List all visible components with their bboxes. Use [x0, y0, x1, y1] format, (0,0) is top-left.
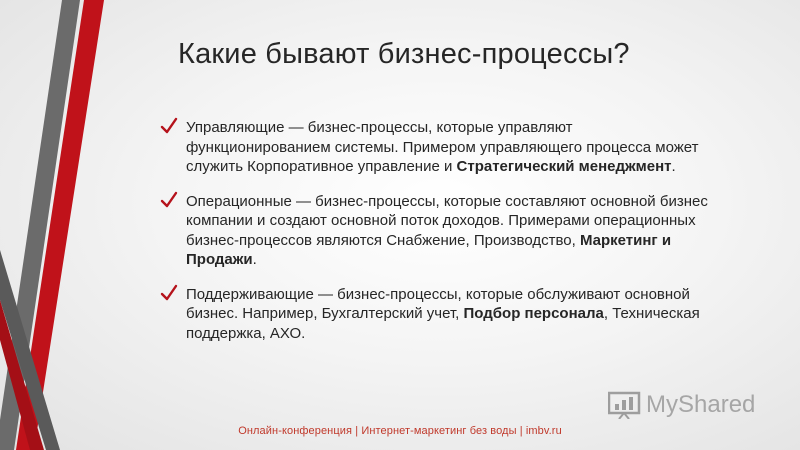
bullet-text: Операционные — бизнес-процессы, которые составляют основной бизнес компании и создают основной поток доходов. Примерами операционных бизнес-процессов являются Снабжение, Производство, — [186, 192, 708, 249]
checkmark-icon — [160, 191, 178, 209]
bullet-bold-text: Стратегический менеджмент — [456, 158, 672, 175]
bullet-text: . — [671, 158, 676, 175]
bullet-bold-text: Подбор персонала — [463, 305, 604, 322]
bullet-item-supporting — [160, 285, 720, 344]
decorative-stripes — [0, 0, 110, 450]
slide-title: Какие бывают бизнес-процессы? — [178, 38, 630, 70]
checkmark-icon — [160, 284, 178, 302]
bullet-text: Поддерживающие — бизнес-процессы, которые обслуживают основной бизнес. Например, Бухгалтерский учет, — [186, 285, 690, 322]
watermark — [606, 387, 766, 421]
slide-footer: Онлайн-конференция | Интернет-маркетинг без воды | imbv.ru — [238, 425, 562, 437]
myshared-logo-icon — [608, 391, 642, 419]
bullet-bold-text: Маркетинг и Продажи — [186, 231, 672, 268]
bullet-text: , Техническая поддержка, АХО. — [186, 305, 700, 342]
bullet-item-operational — [160, 192, 720, 270]
checkmark-icon — [160, 117, 178, 135]
bullet-text: . — [252, 251, 257, 268]
bullet-list — [160, 118, 720, 358]
bullet-item-managing — [160, 118, 720, 177]
bullet-text: Управляющие — бизнес-процессы, которые управляют функционированием системы. Примером управляющего процесса может служить Корпоративное управление и — [186, 119, 699, 175]
watermark-text: MyShared — [646, 391, 756, 418]
